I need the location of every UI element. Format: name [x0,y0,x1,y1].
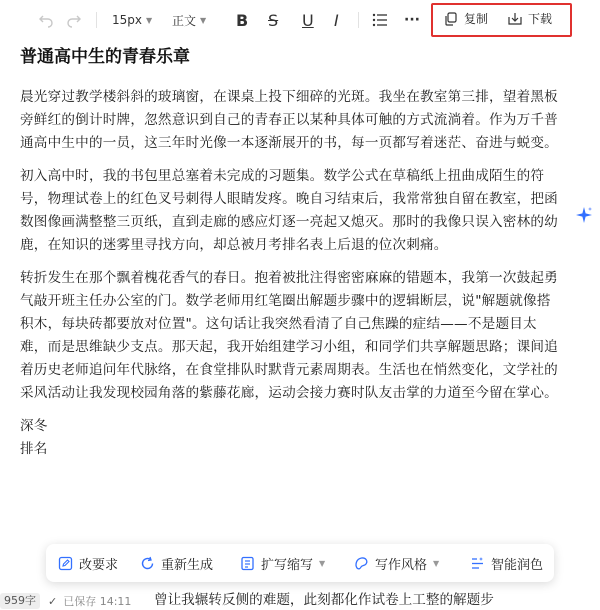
more-icon[interactable]: ··· [404,12,420,28]
copy-label: 复制 [464,12,489,26]
expand-icon [240,556,255,571]
edit-icon [58,556,73,571]
style-icon [354,556,369,571]
download-icon [508,12,522,26]
paragraph[interactable]: 晨光穿过教学楼斜斜的玻璃窗，在课桌上投下细碎的光斑。我坐在教室第三排，望着黑板旁鲜红的倒计时牌，忽然意识到自己的青春正以某种具体可触的方式流淌着。作为万千普通高中生中的一员，这三年时光像一本逐渐展开的书，每一页都写着迷茫、奋进与蜕变。 [20,89,558,151]
undo-icon[interactable] [38,8,54,32]
refresh-icon [140,556,155,571]
chevron-down-icon: ▼ [433,559,440,568]
ai-floating-toolbar [46,544,554,582]
redo-icon[interactable] [66,8,82,32]
strikethrough-icon[interactable]: S [268,10,279,30]
copy-button[interactable] [444,10,488,27]
chevron-down-icon: ▼ [200,15,207,25]
status-bar [0,592,131,610]
polish-icon [470,556,485,571]
font-size-value: 15px [112,13,142,27]
paragraph-partial[interactable]: 深冬 [20,418,48,434]
paragraph[interactable]: 初入高中时，我的书包里总塞着未完成的习题集。数学公式在草稿纸上扭曲成陌生的符号，物理试卷上的红色叉号刺得人眼睛发疼。晚自习结束后，我常常独自留在教室，把函数图像画满整整三页纸，直到走廊的感应灯逐一亮起又熄灭。那时的我像只误入密林的幼鹿，在知识的迷雾里寻找方向，却总被月考排名表上后退的位次刺痛。 [20,168,558,253]
paragraph-style-select[interactable] [172,8,206,32]
smart-polish-button[interactable] [470,554,543,573]
ai-sparkle-icon[interactable] [575,206,593,228]
writing-style-label: 写作风格 [375,558,428,573]
expand-label: 扩写缩写 [261,558,314,573]
regenerate-label: 重新生成 [161,558,214,573]
writing-style-button[interactable] [354,554,439,573]
regenerate-button[interactable] [140,554,213,573]
toolbar-divider [96,12,97,28]
bold-icon[interactable]: B [236,10,249,30]
font-size-select[interactable] [112,8,152,32]
smart-polish-label: 智能润色 [491,558,544,573]
chevron-down-icon: ▼ [146,15,153,25]
check-icon: ✓ [48,594,58,608]
paragraph-partial[interactable]: 曾让我辗转反侧的难题，此刻都化作试卷上工整的解题步 [154,592,494,608]
paragraph[interactable]: 转折发生在那个飘着槐花香气的春日。抱着被批注得密密麻麻的错题本，我第一次鼓起勇气敲开班主任办公室的门。数学老师用红笔圈出解题步骤中的逻辑断层，说"解题就像搭积木，每块砖都要放对位置"。这句话让我突然看清了自己焦躁的症结——不是题目太难，而是思维缺少支点。那天起，我开始组建学习小组，和同学们共享解题思路；课间追着历史老师追问年代脉络，在食堂排队时默背元素周期表。生活也在悄然变化，文学社的采风活动让我发现校园角落的紫藤花廊，运动会接力赛时队友击掌的力道至今留在掌心。 [20,270,558,401]
paragraph-style-value: 正文 [172,13,197,28]
document-title[interactable]: 普通高中生的青春乐章 [20,47,190,67]
revise-label: 改要求 [79,558,119,573]
expand-shorten-button[interactable] [240,554,325,573]
download-label: 下载 [528,12,553,26]
editor-toolbar [0,0,600,40]
revise-requirement-button[interactable] [58,554,118,573]
toolbar-divider [358,12,359,28]
italic-icon[interactable]: I [334,10,339,30]
list-icon[interactable] [372,8,388,32]
paragraph-partial[interactable]: 排名 [20,441,48,457]
download-button[interactable] [508,10,552,27]
document-body[interactable] [20,86,560,461]
word-count: 959字 [0,593,40,609]
save-status [48,593,131,609]
chevron-down-icon: ▼ [319,559,326,568]
copy-icon [444,12,458,26]
underline-icon[interactable]: U [302,10,314,30]
saved-time: 已保存 14:11 [63,595,132,608]
